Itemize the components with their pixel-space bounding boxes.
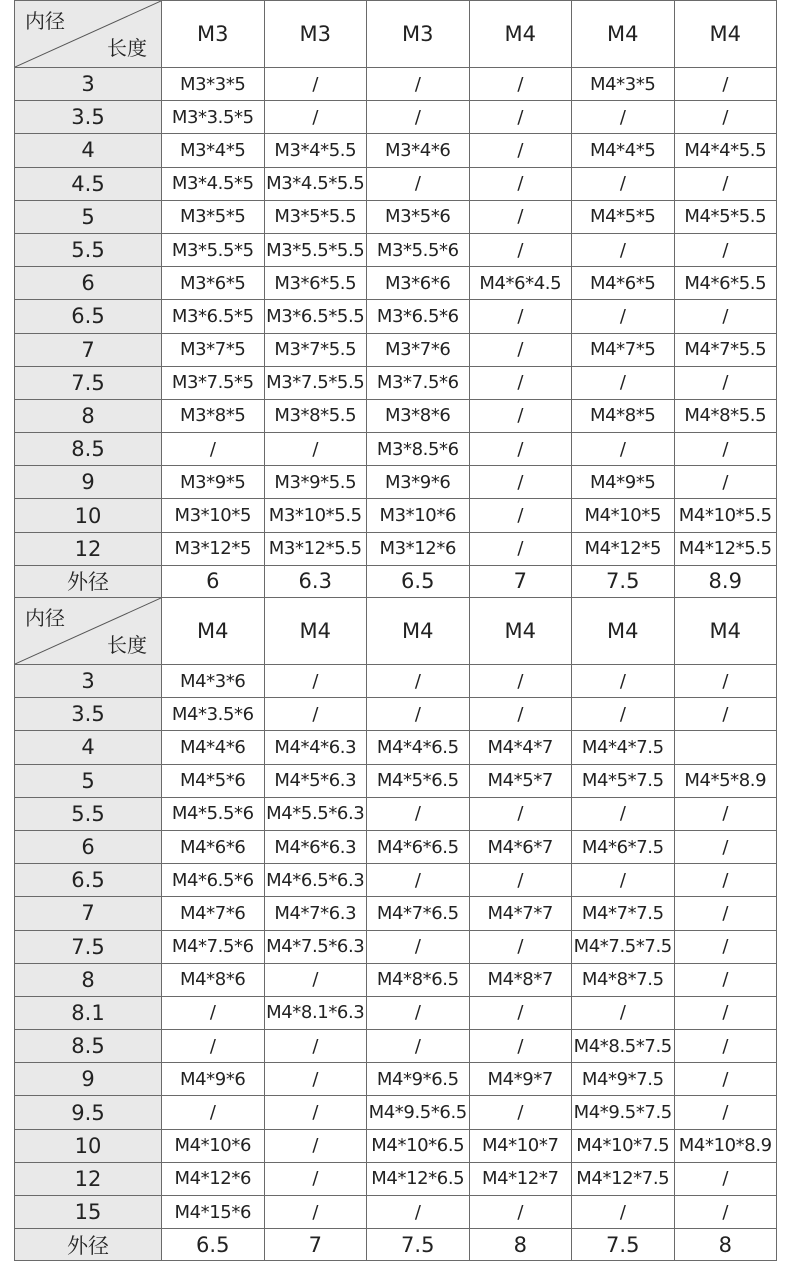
table-row xyxy=(15,101,777,134)
spec-cell: / xyxy=(469,366,572,399)
spec-cell: M3*6*5 xyxy=(162,267,265,300)
spec-cell: / xyxy=(674,300,777,333)
length-cell: 15 xyxy=(15,1196,162,1229)
spec-cell: M3*8*5.5 xyxy=(264,399,367,432)
length-cell: 7 xyxy=(15,333,162,366)
spec-cell: M3*9*5 xyxy=(162,466,265,499)
column-header: M4 xyxy=(264,598,367,665)
spec-cell: / xyxy=(572,300,675,333)
spec-cell: M3*12*6 xyxy=(367,532,470,565)
spec-cell: M4*9*6 xyxy=(162,1063,265,1096)
spec-cell: / xyxy=(674,233,777,266)
length-cell: 4 xyxy=(15,731,162,764)
spec-cell: M3*10*6 xyxy=(367,499,470,532)
column-header: M4 xyxy=(572,598,675,665)
spec-cell: / xyxy=(367,698,470,731)
spec-cell: M3*10*5.5 xyxy=(264,499,367,532)
spec-cell: M3*5*6 xyxy=(367,200,470,233)
spec-cell: / xyxy=(674,1096,777,1129)
spec-cell: / xyxy=(469,466,572,499)
spec-cell: / xyxy=(674,698,777,731)
length-label: 长度 xyxy=(107,633,147,657)
column-header: M4 xyxy=(572,1,675,68)
table-row xyxy=(15,963,777,996)
outer-diameter-value: 8 xyxy=(674,1229,777,1261)
spec-cell: M3*12*5.5 xyxy=(264,532,367,565)
spec-cell: / xyxy=(572,797,675,830)
spec-cell: M3*7.5*5 xyxy=(162,366,265,399)
spec-cell: M3*12*5 xyxy=(162,532,265,565)
spec-cell: / xyxy=(162,1030,265,1063)
spec-cell: / xyxy=(674,1030,777,1063)
spec-cell: M4*5*8.9 xyxy=(674,764,777,797)
length-cell: 12 xyxy=(15,532,162,565)
table-row xyxy=(15,764,777,797)
spec-cell: / xyxy=(572,366,675,399)
spec-cell: / xyxy=(469,698,572,731)
spec-cell: M3*8*6 xyxy=(367,399,470,432)
length-cell: 10 xyxy=(15,1129,162,1162)
outer-diameter-value: 6 xyxy=(162,565,265,597)
spec-cell: / xyxy=(367,167,470,200)
spec-cell: M4*12*6 xyxy=(162,1162,265,1195)
spec-cell: M4*8.1*6.3 xyxy=(264,996,367,1029)
spec-cell: M4*6*6 xyxy=(162,830,265,863)
spec-cell: M3*5.5*5.5 xyxy=(264,233,367,266)
spec-cell: M4*6*7 xyxy=(469,830,572,863)
spec-cell: / xyxy=(264,101,367,134)
spec-cell: M4*5*5.5 xyxy=(674,200,777,233)
header-row xyxy=(15,1,777,68)
spec-cell: / xyxy=(367,1196,470,1229)
corner-header xyxy=(15,598,162,665)
table-row xyxy=(15,698,777,731)
length-cell: 7 xyxy=(15,897,162,930)
spec-cell: / xyxy=(367,930,470,963)
spec-cell: M4*10*7.5 xyxy=(572,1129,675,1162)
spec-cell: M3*5.5*6 xyxy=(367,233,470,266)
spec-table xyxy=(14,597,777,1261)
spec-cell: / xyxy=(264,963,367,996)
spec-cell: M4*9.5*6.5 xyxy=(367,1096,470,1129)
length-cell: 12 xyxy=(15,1162,162,1195)
column-header: M3 xyxy=(264,1,367,68)
spec-cell: / xyxy=(367,797,470,830)
spec-cell: / xyxy=(264,1162,367,1195)
spec-cell: / xyxy=(469,167,572,200)
spec-cell: M4*5*7 xyxy=(469,764,572,797)
spec-cell: / xyxy=(674,366,777,399)
spec-cell: M4*3*5 xyxy=(572,68,675,101)
spec-cell: M4*6*7.5 xyxy=(572,830,675,863)
column-header: M4 xyxy=(162,598,265,665)
spec-cell: M4*6.5*6 xyxy=(162,864,265,897)
spec-cell: / xyxy=(264,665,367,698)
spec-cell: M4*4*7.5 xyxy=(572,731,675,764)
spec-cell: M4*7*6 xyxy=(162,897,265,930)
spec-cell: M3*7*5.5 xyxy=(264,333,367,366)
spec-cell: M3*3*5 xyxy=(162,68,265,101)
spec-cell: / xyxy=(264,433,367,466)
spec-cell: / xyxy=(264,1030,367,1063)
column-header: M4 xyxy=(367,598,470,665)
spec-cell: M4*8*5 xyxy=(572,399,675,432)
length-cell: 3.5 xyxy=(15,698,162,731)
spec-cell: M3*6*5.5 xyxy=(264,267,367,300)
spec-cell: M4*12*5.5 xyxy=(674,532,777,565)
table-row xyxy=(15,1129,777,1162)
spec-cell: M4*5*6.5 xyxy=(367,764,470,797)
spec-cell: M4*9*7.5 xyxy=(572,1063,675,1096)
length-cell: 6 xyxy=(15,267,162,300)
spec-cell: M4*7.5*7.5 xyxy=(572,930,675,963)
outer-diameter-value: 6.5 xyxy=(367,565,470,597)
spec-cell: / xyxy=(572,1196,675,1229)
spec-cell: M3*8.5*6 xyxy=(367,433,470,466)
table-row xyxy=(15,300,777,333)
table-row xyxy=(15,1063,777,1096)
length-cell: 6.5 xyxy=(15,864,162,897)
spec-cell: / xyxy=(572,665,675,698)
table-row xyxy=(15,466,777,499)
table-row xyxy=(15,134,777,167)
spec-cell: / xyxy=(572,233,675,266)
spec-cell: M3*6.5*6 xyxy=(367,300,470,333)
length-cell: 8.5 xyxy=(15,433,162,466)
spec-cell: / xyxy=(674,897,777,930)
spec-cell: / xyxy=(674,665,777,698)
column-header: M3 xyxy=(162,1,265,68)
outer-diameter-value: 8 xyxy=(469,1229,572,1261)
outer-diameter-row xyxy=(15,565,777,597)
spec-cell: / xyxy=(674,996,777,1029)
spec-cell: / xyxy=(469,532,572,565)
outer-diameter-value: 6.3 xyxy=(264,565,367,597)
spec-cell: / xyxy=(572,101,675,134)
outer-diameter-value: 7.5 xyxy=(572,565,675,597)
table-row xyxy=(15,233,777,266)
spec-cell: / xyxy=(469,665,572,698)
spec-cell: / xyxy=(674,167,777,200)
spec-cell: / xyxy=(367,68,470,101)
spec-cell: / xyxy=(367,996,470,1029)
spec-cell: M4*10*6 xyxy=(162,1129,265,1162)
table-row xyxy=(15,1030,777,1063)
spec-cell: / xyxy=(674,68,777,101)
table-row xyxy=(15,731,777,764)
spec-cell: / xyxy=(674,1063,777,1096)
outer-diameter-value: 6.5 xyxy=(162,1229,265,1261)
spec-cell: M4*10*7 xyxy=(469,1129,572,1162)
spec-cell: M4*7*6.3 xyxy=(264,897,367,930)
spec-cell: / xyxy=(264,1096,367,1129)
table-row xyxy=(15,68,777,101)
length-cell: 8 xyxy=(15,963,162,996)
spec-cell: / xyxy=(162,433,265,466)
table-row xyxy=(15,200,777,233)
spec-cell: / xyxy=(572,433,675,466)
column-header: M4 xyxy=(469,598,572,665)
spec-cell: / xyxy=(469,864,572,897)
spec-cell: M4*7*5.5 xyxy=(674,333,777,366)
spec-cell: M4*4*6.5 xyxy=(367,731,470,764)
spec-cell: M4*8*7 xyxy=(469,963,572,996)
table-row xyxy=(15,499,777,532)
length-cell: 5.5 xyxy=(15,233,162,266)
spec-cell: M4*10*6.5 xyxy=(367,1129,470,1162)
spec-cell: / xyxy=(674,101,777,134)
spec-cell: M3*9*6 xyxy=(367,466,470,499)
outer-diameter-label: 外径 xyxy=(15,565,162,597)
length-cell: 5 xyxy=(15,764,162,797)
spec-cell: M4*8*5.5 xyxy=(674,399,777,432)
spec-cell: M4*8*7.5 xyxy=(572,963,675,996)
length-cell: 8.5 xyxy=(15,1030,162,1063)
column-header: M4 xyxy=(674,1,777,68)
spec-cell: M4*7*7.5 xyxy=(572,897,675,930)
outer-diameter-row xyxy=(15,1229,777,1261)
outer-diameter-value: 7 xyxy=(469,565,572,597)
spec-cell: M4*4*5.5 xyxy=(674,134,777,167)
spec-cell: M3*7.5*5.5 xyxy=(264,366,367,399)
spec-cell: / xyxy=(264,68,367,101)
outer-diameter-label: 外径 xyxy=(15,1229,162,1261)
table-row xyxy=(15,996,777,1029)
spec-cell: M3*7*6 xyxy=(367,333,470,366)
spec-cell: M3*8*5 xyxy=(162,399,265,432)
spec-cell: M4*5*6 xyxy=(162,764,265,797)
spec-cell: / xyxy=(674,433,777,466)
length-cell: 7.5 xyxy=(15,366,162,399)
spec-cell: M4*9*7 xyxy=(469,1063,572,1096)
length-cell: 4.5 xyxy=(15,167,162,200)
length-cell: 8.1 xyxy=(15,996,162,1029)
spec-cell: / xyxy=(469,930,572,963)
spec-cell: M3*6.5*5 xyxy=(162,300,265,333)
spec-cell: M3*4.5*5 xyxy=(162,167,265,200)
table-row xyxy=(15,366,777,399)
spec-cell: / xyxy=(162,1096,265,1129)
length-cell: 5.5 xyxy=(15,797,162,830)
table-row xyxy=(15,267,777,300)
spec-cell: M4*7.5*6 xyxy=(162,930,265,963)
table-row xyxy=(15,897,777,930)
spec-cell: / xyxy=(367,864,470,897)
spec-cell: / xyxy=(469,1030,572,1063)
spec-cell: M4*8*6.5 xyxy=(367,963,470,996)
length-cell: 3.5 xyxy=(15,101,162,134)
table-row xyxy=(15,830,777,863)
spec-cell: M4*5.5*6 xyxy=(162,797,265,830)
spec-cell: M4*7*6.5 xyxy=(367,897,470,930)
table-row xyxy=(15,167,777,200)
spec-cell: / xyxy=(469,134,572,167)
spec-cell: / xyxy=(674,1196,777,1229)
length-cell: 6.5 xyxy=(15,300,162,333)
spec-cell: M4*6*5.5 xyxy=(674,267,777,300)
outer-diameter-value: 8.9 xyxy=(674,565,777,597)
table-row xyxy=(15,1162,777,1195)
length-label: 长度 xyxy=(107,36,147,60)
spec-cell: M4*5*5 xyxy=(572,200,675,233)
spec-cell: M3*4*5 xyxy=(162,134,265,167)
spec-cell: M4*3.5*6 xyxy=(162,698,265,731)
spec-cell: M4*4*5 xyxy=(572,134,675,167)
length-cell: 6 xyxy=(15,830,162,863)
spec-cell: / xyxy=(469,101,572,134)
spec-cell: / xyxy=(572,996,675,1029)
spec-cell: / xyxy=(674,1162,777,1195)
table-row xyxy=(15,532,777,565)
length-cell: 8 xyxy=(15,399,162,432)
spec-cell: M4*6.5*6.3 xyxy=(264,864,367,897)
spec-cell: / xyxy=(674,830,777,863)
spec-cell: / xyxy=(469,300,572,333)
spec-cell: M4*3*6 xyxy=(162,665,265,698)
spec-cell: M3*7*5 xyxy=(162,333,265,366)
spec-cell: M3*7.5*6 xyxy=(367,366,470,399)
spec-cell: / xyxy=(367,1030,470,1063)
column-header: M3 xyxy=(367,1,470,68)
spec-cell: M4*4*6.3 xyxy=(264,731,367,764)
spec-cell: M4*4*6 xyxy=(162,731,265,764)
spec-cell: M3*5.5*5 xyxy=(162,233,265,266)
length-cell: 7.5 xyxy=(15,930,162,963)
spec-cell: / xyxy=(264,698,367,731)
table-row xyxy=(15,864,777,897)
spec-cell: M3*4*5.5 xyxy=(264,134,367,167)
spec-table xyxy=(14,0,777,598)
spec-cell xyxy=(674,731,777,764)
spec-cell: / xyxy=(469,333,572,366)
spec-cell: / xyxy=(674,797,777,830)
length-cell: 10 xyxy=(15,499,162,532)
outer-diameter-value: 7.5 xyxy=(367,1229,470,1261)
spec-cell: M3*10*5 xyxy=(162,499,265,532)
spec-cell: M4*7.5*6.3 xyxy=(264,930,367,963)
spec-cell: M4*7*7 xyxy=(469,897,572,930)
spec-cell: M4*10*5.5 xyxy=(674,499,777,532)
spec-cell: / xyxy=(469,200,572,233)
spec-cell: / xyxy=(469,399,572,432)
spec-cell: / xyxy=(469,233,572,266)
spec-cell: M4*12*5 xyxy=(572,532,675,565)
length-cell: 9.5 xyxy=(15,1096,162,1129)
spec-cell: M4*6*6.3 xyxy=(264,830,367,863)
length-cell: 9 xyxy=(15,466,162,499)
spec-cell: / xyxy=(367,665,470,698)
inner-diameter-label: 内径 xyxy=(25,9,65,33)
length-cell: 9 xyxy=(15,1063,162,1096)
length-cell: 3 xyxy=(15,665,162,698)
spec-cell: M3*4*6 xyxy=(367,134,470,167)
spec-cell: M4*5*6.3 xyxy=(264,764,367,797)
spec-cell: M4*9.5*7.5 xyxy=(572,1096,675,1129)
spec-cell: / xyxy=(469,1096,572,1129)
spec-cell: M4*12*6.5 xyxy=(367,1162,470,1195)
spec-cell: M4*10*8.9 xyxy=(674,1129,777,1162)
spec-cell: / xyxy=(469,433,572,466)
header-row xyxy=(15,598,777,665)
length-cell: 4 xyxy=(15,134,162,167)
spec-cell: / xyxy=(469,1196,572,1229)
spec-cell: / xyxy=(674,963,777,996)
spec-cell: / xyxy=(469,996,572,1029)
outer-diameter-value: 7 xyxy=(264,1229,367,1261)
length-cell: 5 xyxy=(15,200,162,233)
spec-cell: / xyxy=(572,167,675,200)
spec-cell: M4*8*6 xyxy=(162,963,265,996)
spec-cell: M4*9*5 xyxy=(572,466,675,499)
spec-cell: M4*12*7 xyxy=(469,1162,572,1195)
spec-cell: M4*15*6 xyxy=(162,1196,265,1229)
spec-cell: M4*10*5 xyxy=(572,499,675,532)
outer-diameter-value: 7.5 xyxy=(572,1229,675,1261)
table-row xyxy=(15,333,777,366)
spec-cell: M4*4*7 xyxy=(469,731,572,764)
table-row xyxy=(15,433,777,466)
column-header: M4 xyxy=(674,598,777,665)
spec-cell: / xyxy=(367,101,470,134)
spec-cell: M4*6*4.5 xyxy=(469,267,572,300)
spec-cell: / xyxy=(572,864,675,897)
table-row xyxy=(15,665,777,698)
spec-cell: M4*9*6.5 xyxy=(367,1063,470,1096)
spec-cell: M4*8.5*7.5 xyxy=(572,1030,675,1063)
spec-cell: M4*5.5*6.3 xyxy=(264,797,367,830)
spec-cell: / xyxy=(264,1063,367,1096)
spec-cell: / xyxy=(572,698,675,731)
spec-cell: M3*5*5.5 xyxy=(264,200,367,233)
spec-cell: M3*6.5*5.5 xyxy=(264,300,367,333)
table-row xyxy=(15,930,777,963)
spec-cell: M4*7*5 xyxy=(572,333,675,366)
column-header: M4 xyxy=(469,1,572,68)
spec-cell: M4*12*7.5 xyxy=(572,1162,675,1195)
spec-cell: / xyxy=(674,930,777,963)
spec-cell: M3*6*6 xyxy=(367,267,470,300)
spec-cell: M4*6*5 xyxy=(572,267,675,300)
spec-cell: M4*6*6.5 xyxy=(367,830,470,863)
spec-cell: M3*9*5.5 xyxy=(264,466,367,499)
spec-cell: / xyxy=(674,864,777,897)
table-row xyxy=(15,797,777,830)
spec-cell: M3*3.5*5 xyxy=(162,101,265,134)
spec-cell: / xyxy=(264,1129,367,1162)
spec-cell: / xyxy=(674,466,777,499)
spec-cell: / xyxy=(264,1196,367,1229)
spec-cell: / xyxy=(469,68,572,101)
spec-cell: M3*4.5*5.5 xyxy=(264,167,367,200)
table-row xyxy=(15,399,777,432)
table-row xyxy=(15,1196,777,1229)
table-row xyxy=(15,1096,777,1129)
corner-header xyxy=(15,1,162,68)
spec-cell: M3*5*5 xyxy=(162,200,265,233)
spec-cell: / xyxy=(469,797,572,830)
length-cell: 3 xyxy=(15,68,162,101)
spec-cell: / xyxy=(469,499,572,532)
inner-diameter-label: 内径 xyxy=(25,606,65,630)
spec-cell: M4*5*7.5 xyxy=(572,764,675,797)
spec-cell: / xyxy=(162,996,265,1029)
